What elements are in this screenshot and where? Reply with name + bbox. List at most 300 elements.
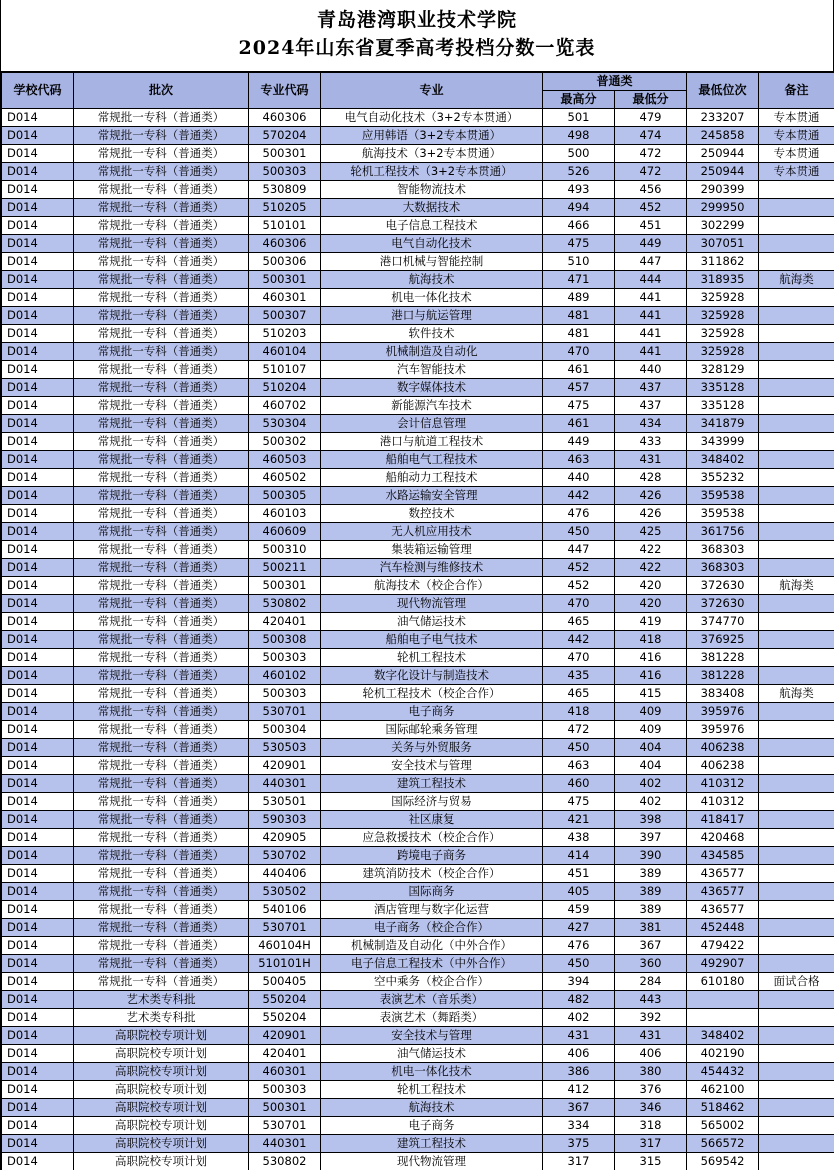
cell-major: 港口与航道工程技术 — [321, 433, 543, 451]
cell-min-rank — [687, 1009, 759, 1027]
cell-min-rank: 343999 — [687, 433, 759, 451]
table-row — [2, 163, 834, 181]
cell-note — [759, 253, 834, 271]
cell-min-score: 434 — [615, 415, 687, 433]
cell-batch: 常规批一专科（普通类） — [74, 271, 249, 289]
cell-note — [759, 433, 834, 451]
cell-major-code: 500405 — [249, 973, 321, 991]
cell-min-score: 441 — [615, 289, 687, 307]
cell-batch: 常规批一专科（普通类） — [74, 757, 249, 775]
table-row — [2, 145, 834, 163]
cell-major: 现代物流管理 — [321, 595, 543, 613]
cell-school-code: D014 — [2, 379, 74, 397]
cell-max-score: 427 — [543, 919, 615, 937]
cell-school-code: D014 — [2, 811, 74, 829]
table-row — [2, 199, 834, 217]
cell-max-score: 471 — [543, 271, 615, 289]
cell-min-score: 402 — [615, 775, 687, 793]
cell-min-score: 447 — [615, 253, 687, 271]
cell-school-code: D014 — [2, 991, 74, 1009]
cell-school-code: D014 — [2, 1099, 74, 1117]
cell-school-code: D014 — [2, 181, 74, 199]
cell-note — [759, 559, 834, 577]
cell-batch: 常规批一专科（普通类） — [74, 181, 249, 199]
table-body — [2, 109, 834, 1170]
cell-min-score: 406 — [615, 1045, 687, 1063]
cell-max-score: 476 — [543, 505, 615, 523]
cell-min-rank: 311862 — [687, 253, 759, 271]
cell-batch: 常规批一专科（普通类） — [74, 361, 249, 379]
cell-max-score: 449 — [543, 433, 615, 451]
cell-max-score: 447 — [543, 541, 615, 559]
page-subtitle: 2024年山东省夏季高考投档分数一览表 — [238, 37, 596, 59]
cell-note: 航海类 — [759, 685, 834, 703]
cell-batch: 常规批一专科（普通类） — [74, 397, 249, 415]
cell-school-code: D014 — [2, 955, 74, 973]
cell-min-score: 416 — [615, 649, 687, 667]
cell-major-code: 510203 — [249, 325, 321, 343]
cell-batch: 常规批一专科（普通类） — [74, 937, 249, 955]
cell-school-code: D014 — [2, 235, 74, 253]
cell-batch: 常规批一专科（普通类） — [74, 289, 249, 307]
cell-min-score: 419 — [615, 613, 687, 631]
cell-min-rank — [687, 991, 759, 1009]
cell-major-code: 530304 — [249, 415, 321, 433]
cell-school-code: D014 — [2, 775, 74, 793]
cell-max-score: 463 — [543, 757, 615, 775]
cell-min-score: 449 — [615, 235, 687, 253]
cell-min-score: 367 — [615, 937, 687, 955]
cell-major: 软件技术 — [321, 325, 543, 343]
cell-note — [759, 739, 834, 757]
cell-min-score: 398 — [615, 811, 687, 829]
cell-batch: 常规批一专科（普通类） — [74, 379, 249, 397]
cell-major-code: 510101 — [249, 217, 321, 235]
cell-min-score: 437 — [615, 397, 687, 415]
cell-school-code: D014 — [2, 1081, 74, 1099]
cell-major-code: 500305 — [249, 487, 321, 505]
cell-max-score: 421 — [543, 811, 615, 829]
table-row — [2, 829, 834, 847]
cell-note — [759, 1153, 834, 1170]
table-row — [2, 919, 834, 937]
cell-max-score: 461 — [543, 361, 615, 379]
cell-min-rank: 359538 — [687, 487, 759, 505]
cell-school-code: D014 — [2, 289, 74, 307]
cell-major: 应急救援技术（校企合作） — [321, 829, 543, 847]
cell-max-score: 476 — [543, 937, 615, 955]
cell-major-code: 500211 — [249, 559, 321, 577]
cell-batch: 常规批一专科（普通类） — [74, 145, 249, 163]
cell-min-rank: 250944 — [687, 145, 759, 163]
cell-min-score: 416 — [615, 667, 687, 685]
table-row — [2, 739, 834, 757]
cell-note — [759, 649, 834, 667]
cell-batch: 常规批一专科（普通类） — [74, 847, 249, 865]
table-row — [2, 487, 834, 505]
cell-school-code: D014 — [2, 487, 74, 505]
cell-major-code: 460503 — [249, 451, 321, 469]
cell-major-code: 460502 — [249, 469, 321, 487]
cell-max-score: 405 — [543, 883, 615, 901]
cell-major-code: 510205 — [249, 199, 321, 217]
cell-major-code: 500304 — [249, 721, 321, 739]
cell-note — [759, 631, 834, 649]
cell-major-code: 500303 — [249, 163, 321, 181]
cell-max-score: 470 — [543, 343, 615, 361]
cell-note — [759, 1063, 834, 1081]
cell-major: 无人机应用技术 — [321, 523, 543, 541]
cell-note — [759, 415, 834, 433]
cell-school-code: D014 — [2, 973, 74, 991]
cell-max-score: 452 — [543, 577, 615, 595]
cell-min-score: 409 — [615, 721, 687, 739]
cell-max-score: 435 — [543, 667, 615, 685]
cell-max-score: 334 — [543, 1117, 615, 1135]
cell-min-score: 404 — [615, 739, 687, 757]
cell-max-score: 498 — [543, 127, 615, 145]
cell-max-score: 500 — [543, 145, 615, 163]
cell-min-rank: 250944 — [687, 163, 759, 181]
cell-batch: 常规批一专科（普通类） — [74, 199, 249, 217]
cell-min-rank: 492907 — [687, 955, 759, 973]
cell-school-code: D014 — [2, 631, 74, 649]
table-row — [2, 847, 834, 865]
cell-max-score: 463 — [543, 451, 615, 469]
table-row — [2, 253, 834, 271]
table-row — [2, 1135, 834, 1153]
cell-note — [759, 469, 834, 487]
cell-min-rank: 376925 — [687, 631, 759, 649]
table-row — [2, 955, 834, 973]
cell-major: 智能物流技术 — [321, 181, 543, 199]
table-row — [2, 307, 834, 325]
cell-major: 轮机工程技术 — [321, 1081, 543, 1099]
cell-batch: 常规批一专科（普通类） — [74, 109, 249, 127]
cell-batch: 常规批一专科（普通类） — [74, 883, 249, 901]
cell-max-score: 465 — [543, 685, 615, 703]
cell-max-score: 459 — [543, 901, 615, 919]
cell-major-code: 460104H — [249, 937, 321, 955]
cell-major: 船舶电气工程技术 — [321, 451, 543, 469]
cell-min-rank: 328129 — [687, 361, 759, 379]
cell-min-rank: 368303 — [687, 559, 759, 577]
cell-school-code: D014 — [2, 199, 74, 217]
cell-min-rank: 233207 — [687, 109, 759, 127]
cell-max-score: 452 — [543, 559, 615, 577]
cell-min-rank: 518462 — [687, 1099, 759, 1117]
cell-major: 关务与外贸服务 — [321, 739, 543, 757]
cell-major-code: 570204 — [249, 127, 321, 145]
cell-major-code: 500303 — [249, 685, 321, 703]
cell-note — [759, 793, 834, 811]
cell-max-score: 481 — [543, 325, 615, 343]
cell-major-code: 460301 — [249, 289, 321, 307]
cell-batch: 常规批一专科（普通类） — [74, 433, 249, 451]
cell-max-score: 438 — [543, 829, 615, 847]
cell-major-code: 500301 — [249, 1099, 321, 1117]
cell-major-code: 590303 — [249, 811, 321, 829]
cell-major: 国际商务 — [321, 883, 543, 901]
cell-major: 现代物流管理 — [321, 1153, 543, 1170]
cell-min-rank: 359538 — [687, 505, 759, 523]
cell-major: 船舶动力工程技术 — [321, 469, 543, 487]
cell-min-score: 444 — [615, 271, 687, 289]
cell-batch: 常规批一专科（普通类） — [74, 667, 249, 685]
cell-note: 专本贯通 — [759, 127, 834, 145]
cell-min-rank: 318935 — [687, 271, 759, 289]
cell-school-code: D014 — [2, 451, 74, 469]
cell-school-code: D014 — [2, 433, 74, 451]
cell-batch: 常规批一专科（普通类） — [74, 307, 249, 325]
table-row — [2, 649, 834, 667]
cell-school-code: D014 — [2, 307, 74, 325]
table-row — [2, 433, 834, 451]
cell-min-rank: 610180 — [687, 973, 759, 991]
cell-major: 应用韩语（3+2专本贯通） — [321, 127, 543, 145]
cell-note — [759, 541, 834, 559]
cell-major: 表演艺术（音乐类） — [321, 991, 543, 1009]
cell-note — [759, 703, 834, 721]
cell-max-score: 465 — [543, 613, 615, 631]
table-row — [2, 1081, 834, 1099]
cell-major: 电子信息工程技术（中外合作） — [321, 955, 543, 973]
cell-min-score: 389 — [615, 865, 687, 883]
cell-batch: 高职院校专项计划 — [74, 1081, 249, 1099]
cell-min-score: 317 — [615, 1135, 687, 1153]
cell-batch: 常规批一专科（普通类） — [74, 829, 249, 847]
cell-school-code: D014 — [2, 271, 74, 289]
cell-school-code: D014 — [2, 901, 74, 919]
cell-batch: 常规批一专科（普通类） — [74, 685, 249, 703]
cell-school-code: D014 — [2, 361, 74, 379]
cell-max-score: 470 — [543, 649, 615, 667]
cell-min-score: 392 — [615, 1009, 687, 1027]
cell-note — [759, 343, 834, 361]
cell-min-score: 425 — [615, 523, 687, 541]
cell-min-rank: 383408 — [687, 685, 759, 703]
cell-major: 轮机工程技术（校企合作） — [321, 685, 543, 703]
cell-min-score: 433 — [615, 433, 687, 451]
cell-major: 建筑工程技术 — [321, 1135, 543, 1153]
table-row — [2, 937, 834, 955]
cell-school-code: D014 — [2, 757, 74, 775]
cell-max-score: 475 — [543, 397, 615, 415]
table-row — [2, 397, 834, 415]
cell-batch: 常规批一专科（普通类） — [74, 631, 249, 649]
cell-min-rank: 436577 — [687, 865, 759, 883]
cell-note: 专本贯通 — [759, 145, 834, 163]
cell-school-code: D014 — [2, 127, 74, 145]
cell-max-score: 526 — [543, 163, 615, 181]
cell-note — [759, 523, 834, 541]
cell-note — [759, 955, 834, 973]
cell-min-rank: 325928 — [687, 289, 759, 307]
cell-note — [759, 487, 834, 505]
cell-school-code: D014 — [2, 1009, 74, 1027]
cell-batch: 常规批一专科（普通类） — [74, 217, 249, 235]
cell-school-code: D014 — [2, 343, 74, 361]
cell-batch: 常规批一专科（普通类） — [74, 163, 249, 181]
cell-batch: 常规批一专科（普通类） — [74, 595, 249, 613]
cell-note — [759, 613, 834, 631]
cell-max-score: 394 — [543, 973, 615, 991]
cell-max-score: 402 — [543, 1009, 615, 1027]
table-row — [2, 685, 834, 703]
cell-max-score: 481 — [543, 307, 615, 325]
cell-batch: 高职院校专项计划 — [74, 1135, 249, 1153]
table-row — [2, 181, 834, 199]
cell-max-score: 418 — [543, 703, 615, 721]
cell-school-code: D014 — [2, 739, 74, 757]
cell-max-score: 442 — [543, 631, 615, 649]
cell-school-code: D014 — [2, 1063, 74, 1081]
cell-note — [759, 199, 834, 217]
header-min: 最低分 — [615, 91, 687, 109]
cell-min-rank: 566572 — [687, 1135, 759, 1153]
cell-major: 油气储运技术 — [321, 613, 543, 631]
cell-batch: 高职院校专项计划 — [74, 1117, 249, 1135]
cell-batch: 常规批一专科（普通类） — [74, 775, 249, 793]
table-row — [2, 1117, 834, 1135]
header-school-code: 学校代码 — [2, 73, 74, 109]
header-rank: 最低位次 — [687, 73, 759, 109]
cell-min-score: 422 — [615, 541, 687, 559]
cell-min-score: 381 — [615, 919, 687, 937]
cell-min-score: 390 — [615, 847, 687, 865]
cell-min-score: 443 — [615, 991, 687, 1009]
cell-batch: 艺术类专科批 — [74, 991, 249, 1009]
cell-max-score: 461 — [543, 415, 615, 433]
cell-school-code: D014 — [2, 415, 74, 433]
cell-min-score: 472 — [615, 163, 687, 181]
cell-major: 汽车检测与维修技术 — [321, 559, 543, 577]
cell-min-rank: 325928 — [687, 343, 759, 361]
cell-batch: 常规批一专科（普通类） — [74, 415, 249, 433]
cell-major: 集装箱运输管理 — [321, 541, 543, 559]
cell-major: 国际邮轮乘务管理 — [321, 721, 543, 739]
cell-note — [759, 721, 834, 739]
cell-max-score: 475 — [543, 235, 615, 253]
table-row — [2, 595, 834, 613]
cell-min-score: 431 — [615, 451, 687, 469]
cell-min-rank: 302299 — [687, 217, 759, 235]
cell-school-code: D014 — [2, 505, 74, 523]
cell-note — [759, 919, 834, 937]
cell-min-rank: 454432 — [687, 1063, 759, 1081]
cell-min-rank: 406238 — [687, 757, 759, 775]
cell-batch: 常规批一专科（普通类） — [74, 325, 249, 343]
header-max: 最高分 — [543, 91, 615, 109]
cell-min-score: 451 — [615, 217, 687, 235]
cell-max-score: 472 — [543, 721, 615, 739]
cell-note — [759, 181, 834, 199]
table-row — [2, 1153, 834, 1170]
cell-major: 港口与航运管理 — [321, 307, 543, 325]
cell-min-score: 389 — [615, 901, 687, 919]
cell-min-score: 428 — [615, 469, 687, 487]
cell-school-code: D014 — [2, 595, 74, 613]
cell-major: 安全技术与管理 — [321, 1027, 543, 1045]
cell-note — [759, 505, 834, 523]
cell-min-rank: 410312 — [687, 793, 759, 811]
cell-major: 机械制造及自动化（中外合作） — [321, 937, 543, 955]
cell-max-score: 510 — [543, 253, 615, 271]
cell-min-score: 380 — [615, 1063, 687, 1081]
cell-school-code: D014 — [2, 865, 74, 883]
cell-school-code: D014 — [2, 685, 74, 703]
cell-note — [759, 811, 834, 829]
cell-major: 电气自动化技术（3+2专本贯通） — [321, 109, 543, 127]
cell-max-score: 482 — [543, 991, 615, 1009]
cell-major-code: 530802 — [249, 595, 321, 613]
cell-min-score: 441 — [615, 307, 687, 325]
cell-major: 电气自动化技术 — [321, 235, 543, 253]
cell-batch: 常规批一专科（普通类） — [74, 811, 249, 829]
cell-batch: 常规批一专科（普通类） — [74, 901, 249, 919]
cell-note — [759, 1117, 834, 1135]
cell-note — [759, 829, 834, 847]
cell-max-score: 501 — [543, 109, 615, 127]
cell-note — [759, 235, 834, 253]
cell-min-rank: 569542 — [687, 1153, 759, 1170]
cell-note — [759, 757, 834, 775]
cell-batch: 高职院校专项计划 — [74, 1045, 249, 1063]
table-row — [2, 217, 834, 235]
table-row — [2, 559, 834, 577]
cell-major-code: 530802 — [249, 1153, 321, 1170]
cell-major: 航海技术（3+2专本贯通） — [321, 145, 543, 163]
cell-min-rank: 381228 — [687, 667, 759, 685]
cell-major-code: 500301 — [249, 145, 321, 163]
cell-max-score: 466 — [543, 217, 615, 235]
cell-major-code: 550204 — [249, 1009, 321, 1027]
page-title: 青岛港湾职业技术学院 — [316, 9, 517, 31]
cell-min-score: 452 — [615, 199, 687, 217]
cell-major-code: 530501 — [249, 793, 321, 811]
table-row — [2, 667, 834, 685]
cell-batch: 常规批一专科（普通类） — [74, 451, 249, 469]
cell-note: 专本贯通 — [759, 109, 834, 127]
cell-note — [759, 1099, 834, 1117]
cell-note — [759, 865, 834, 883]
cell-min-score: 420 — [615, 577, 687, 595]
header-group: 普通类 — [543, 73, 687, 91]
cell-school-code: D014 — [2, 469, 74, 487]
cell-school-code: D014 — [2, 217, 74, 235]
cell-max-score: 414 — [543, 847, 615, 865]
cell-note — [759, 1027, 834, 1045]
cell-major: 数控技术 — [321, 505, 543, 523]
cell-major-code: 440406 — [249, 865, 321, 883]
cell-min-rank: 325928 — [687, 307, 759, 325]
cell-major: 电子信息工程技术 — [321, 217, 543, 235]
cell-major: 社区康复 — [321, 811, 543, 829]
cell-note: 面试合格 — [759, 973, 834, 991]
cell-batch: 常规批一专科（普通类） — [74, 487, 249, 505]
cell-note — [759, 991, 834, 1009]
table-row — [2, 883, 834, 901]
cell-min-rank: 436577 — [687, 901, 759, 919]
cell-min-rank: 410312 — [687, 775, 759, 793]
cell-batch: 常规批一专科（普通类） — [74, 649, 249, 667]
cell-batch: 高职院校专项计划 — [74, 1027, 249, 1045]
cell-note — [759, 883, 834, 901]
cell-note: 航海类 — [759, 271, 834, 289]
cell-batch: 常规批一专科（普通类） — [74, 469, 249, 487]
cell-batch: 常规批一专科（普通类） — [74, 541, 249, 559]
cell-min-rank: 395976 — [687, 721, 759, 739]
